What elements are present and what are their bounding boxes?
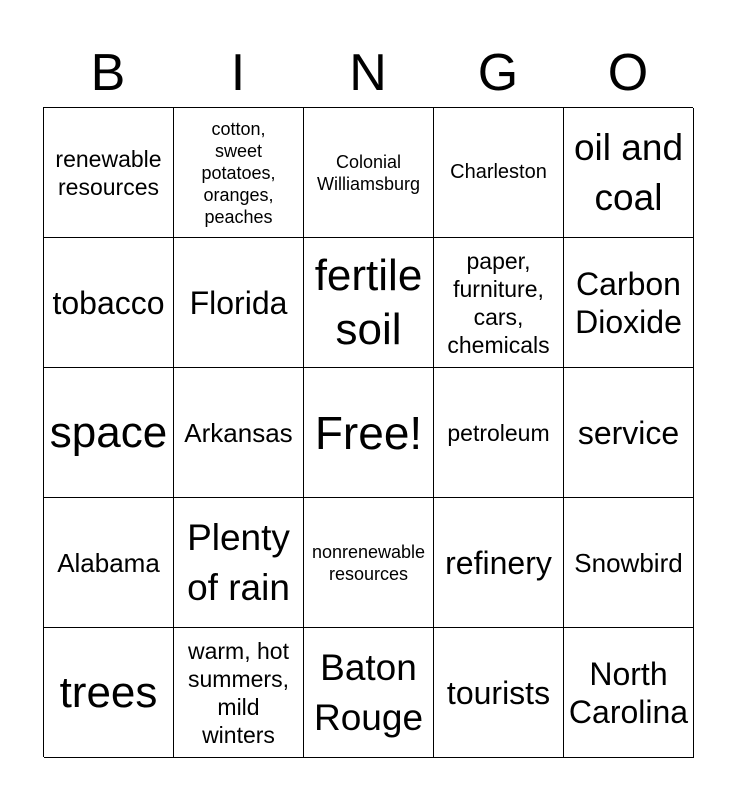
bingo-cell[interactable]: fertile soil [304, 238, 434, 368]
bingo-cell[interactable]: Alabama [44, 498, 174, 628]
bingo-grid [43, 107, 693, 757]
bingo-cell[interactable]: Carbon Dioxide [564, 238, 694, 368]
bingo-cell[interactable]: trees [44, 628, 174, 758]
header-letter-n: N [349, 44, 387, 102]
bingo-cell[interactable]: petroleum [434, 368, 564, 498]
bingo-cell[interactable]: Baton Rouge [304, 628, 434, 758]
free-space-cell[interactable]: Free! [304, 368, 434, 498]
bingo-cell[interactable]: space [44, 368, 174, 498]
bingo-header [43, 40, 693, 106]
bingo-cell[interactable]: renewable resources [44, 108, 174, 238]
header-letter-i: I [230, 44, 246, 102]
bingo-cell[interactable]: service [564, 368, 694, 498]
bingo-cell[interactable]: nonrenewable resources [304, 498, 434, 628]
header-letter-o: O [607, 44, 649, 102]
bingo-cell[interactable]: oil and coal [564, 108, 694, 238]
bingo-cell[interactable]: warm, hot summers, mild winters [174, 628, 304, 758]
header-letter-g: G [477, 44, 519, 102]
bingo-cell[interactable]: tourists [434, 628, 564, 758]
bingo-cell[interactable]: Plenty of rain [174, 498, 304, 628]
bingo-cell[interactable]: Snowbird [564, 498, 694, 628]
bingo-cell[interactable]: Charleston [434, 108, 564, 238]
bingo-cell[interactable]: Colonial Williamsburg [304, 108, 434, 238]
bingo-cell[interactable]: cotton, sweet potatoes, oranges, peaches [174, 108, 304, 238]
bingo-cell[interactable]: Florida [174, 238, 304, 368]
header-letter-b: B [90, 44, 126, 102]
bingo-cell[interactable]: North Carolina [564, 628, 694, 758]
bingo-cell[interactable]: refinery [434, 498, 564, 628]
bingo-cell[interactable]: paper, furniture, cars, chemicals [434, 238, 564, 368]
bingo-cell[interactable]: tobacco [44, 238, 174, 368]
bingo-cell[interactable]: Arkansas [174, 368, 304, 498]
